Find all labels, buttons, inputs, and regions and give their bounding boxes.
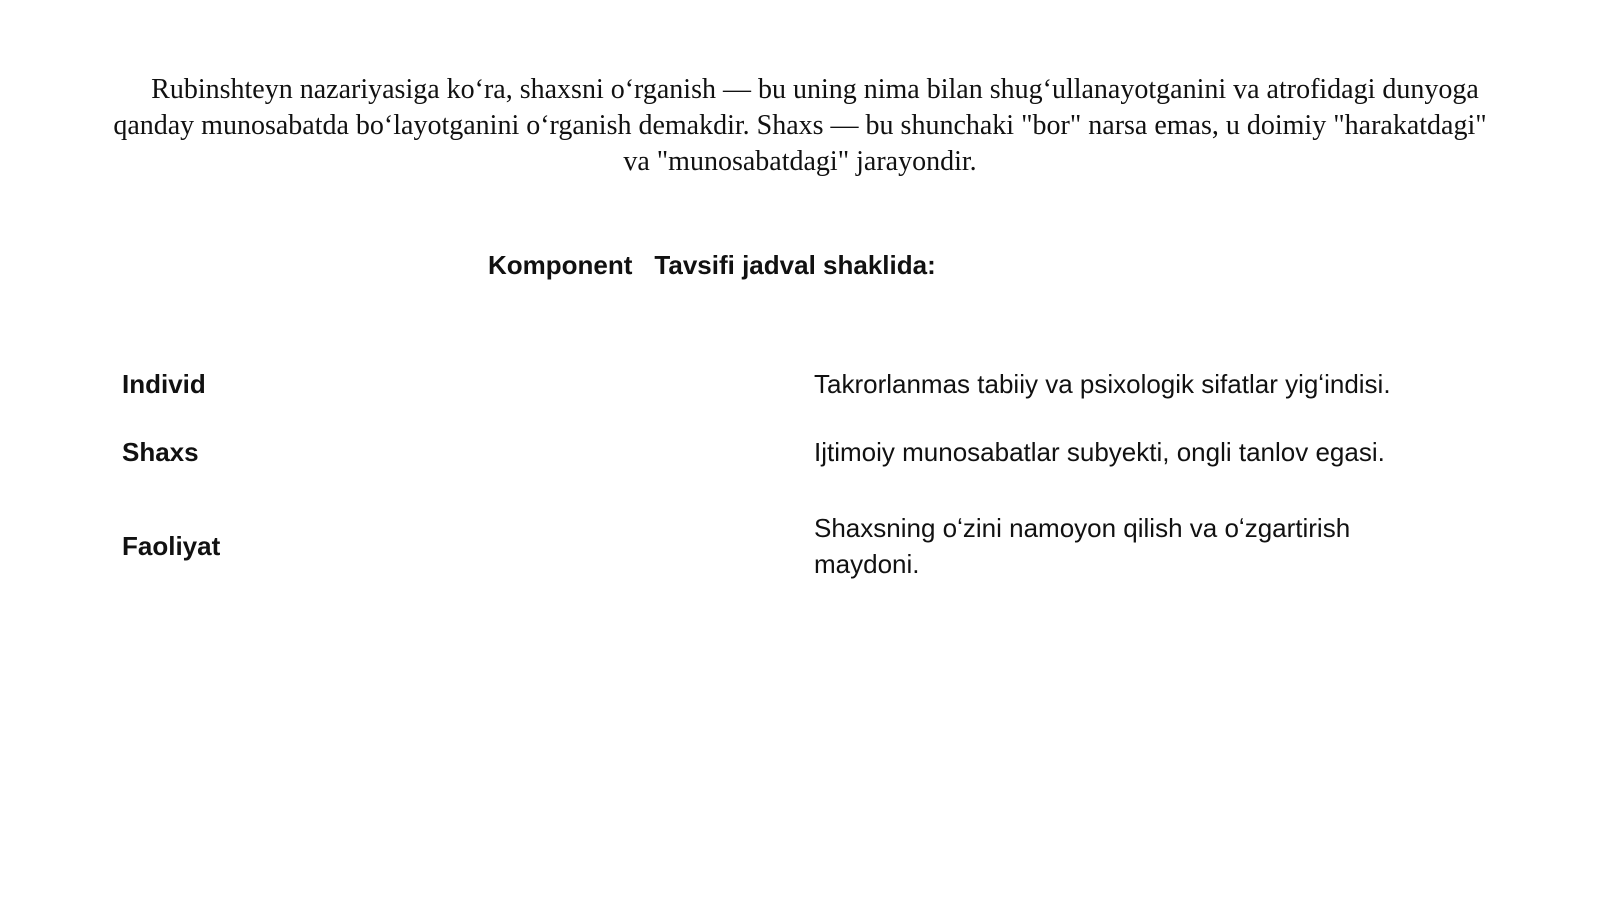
table-heading [488, 248, 936, 282]
table-row [122, 506, 1462, 586]
term-cell: Faoliyat [122, 531, 221, 561]
intro-paragraph [100, 72, 1500, 180]
description-cell: Ijtimoiy munosabatlar subyekti, ongli tanlov egasi. [814, 437, 1385, 467]
table-row [122, 432, 1462, 472]
intro-text: Rubinshteyn nazariyasiga koʻra, shaxsni oʻrganish — bu uning nima bilan shugʻullanayotganini va atrofidagi dunyoga qanday munosabatda boʻlayotganini oʻrganish demakdir. Shaxs — bu shunchaki "bor" narsa emas, u doimiy "harakatdagi" va "munosabatdagi" jarayondir. [113, 74, 1487, 177]
heading-description: Tavsifi jadval shaklida: [654, 250, 936, 280]
table-row [122, 364, 1462, 404]
heading-component: Komponent [488, 250, 633, 280]
description-cell: Shaxsning oʻzini namoyon qilish va oʻzgartirish maydoni. [814, 513, 1351, 579]
description-cell: Takrorlanmas tabiiy va psixologik sifatlar yigʻindisi. [814, 369, 1391, 399]
term-cell: Individ [122, 369, 206, 399]
term-cell: Shaxs [122, 437, 199, 467]
